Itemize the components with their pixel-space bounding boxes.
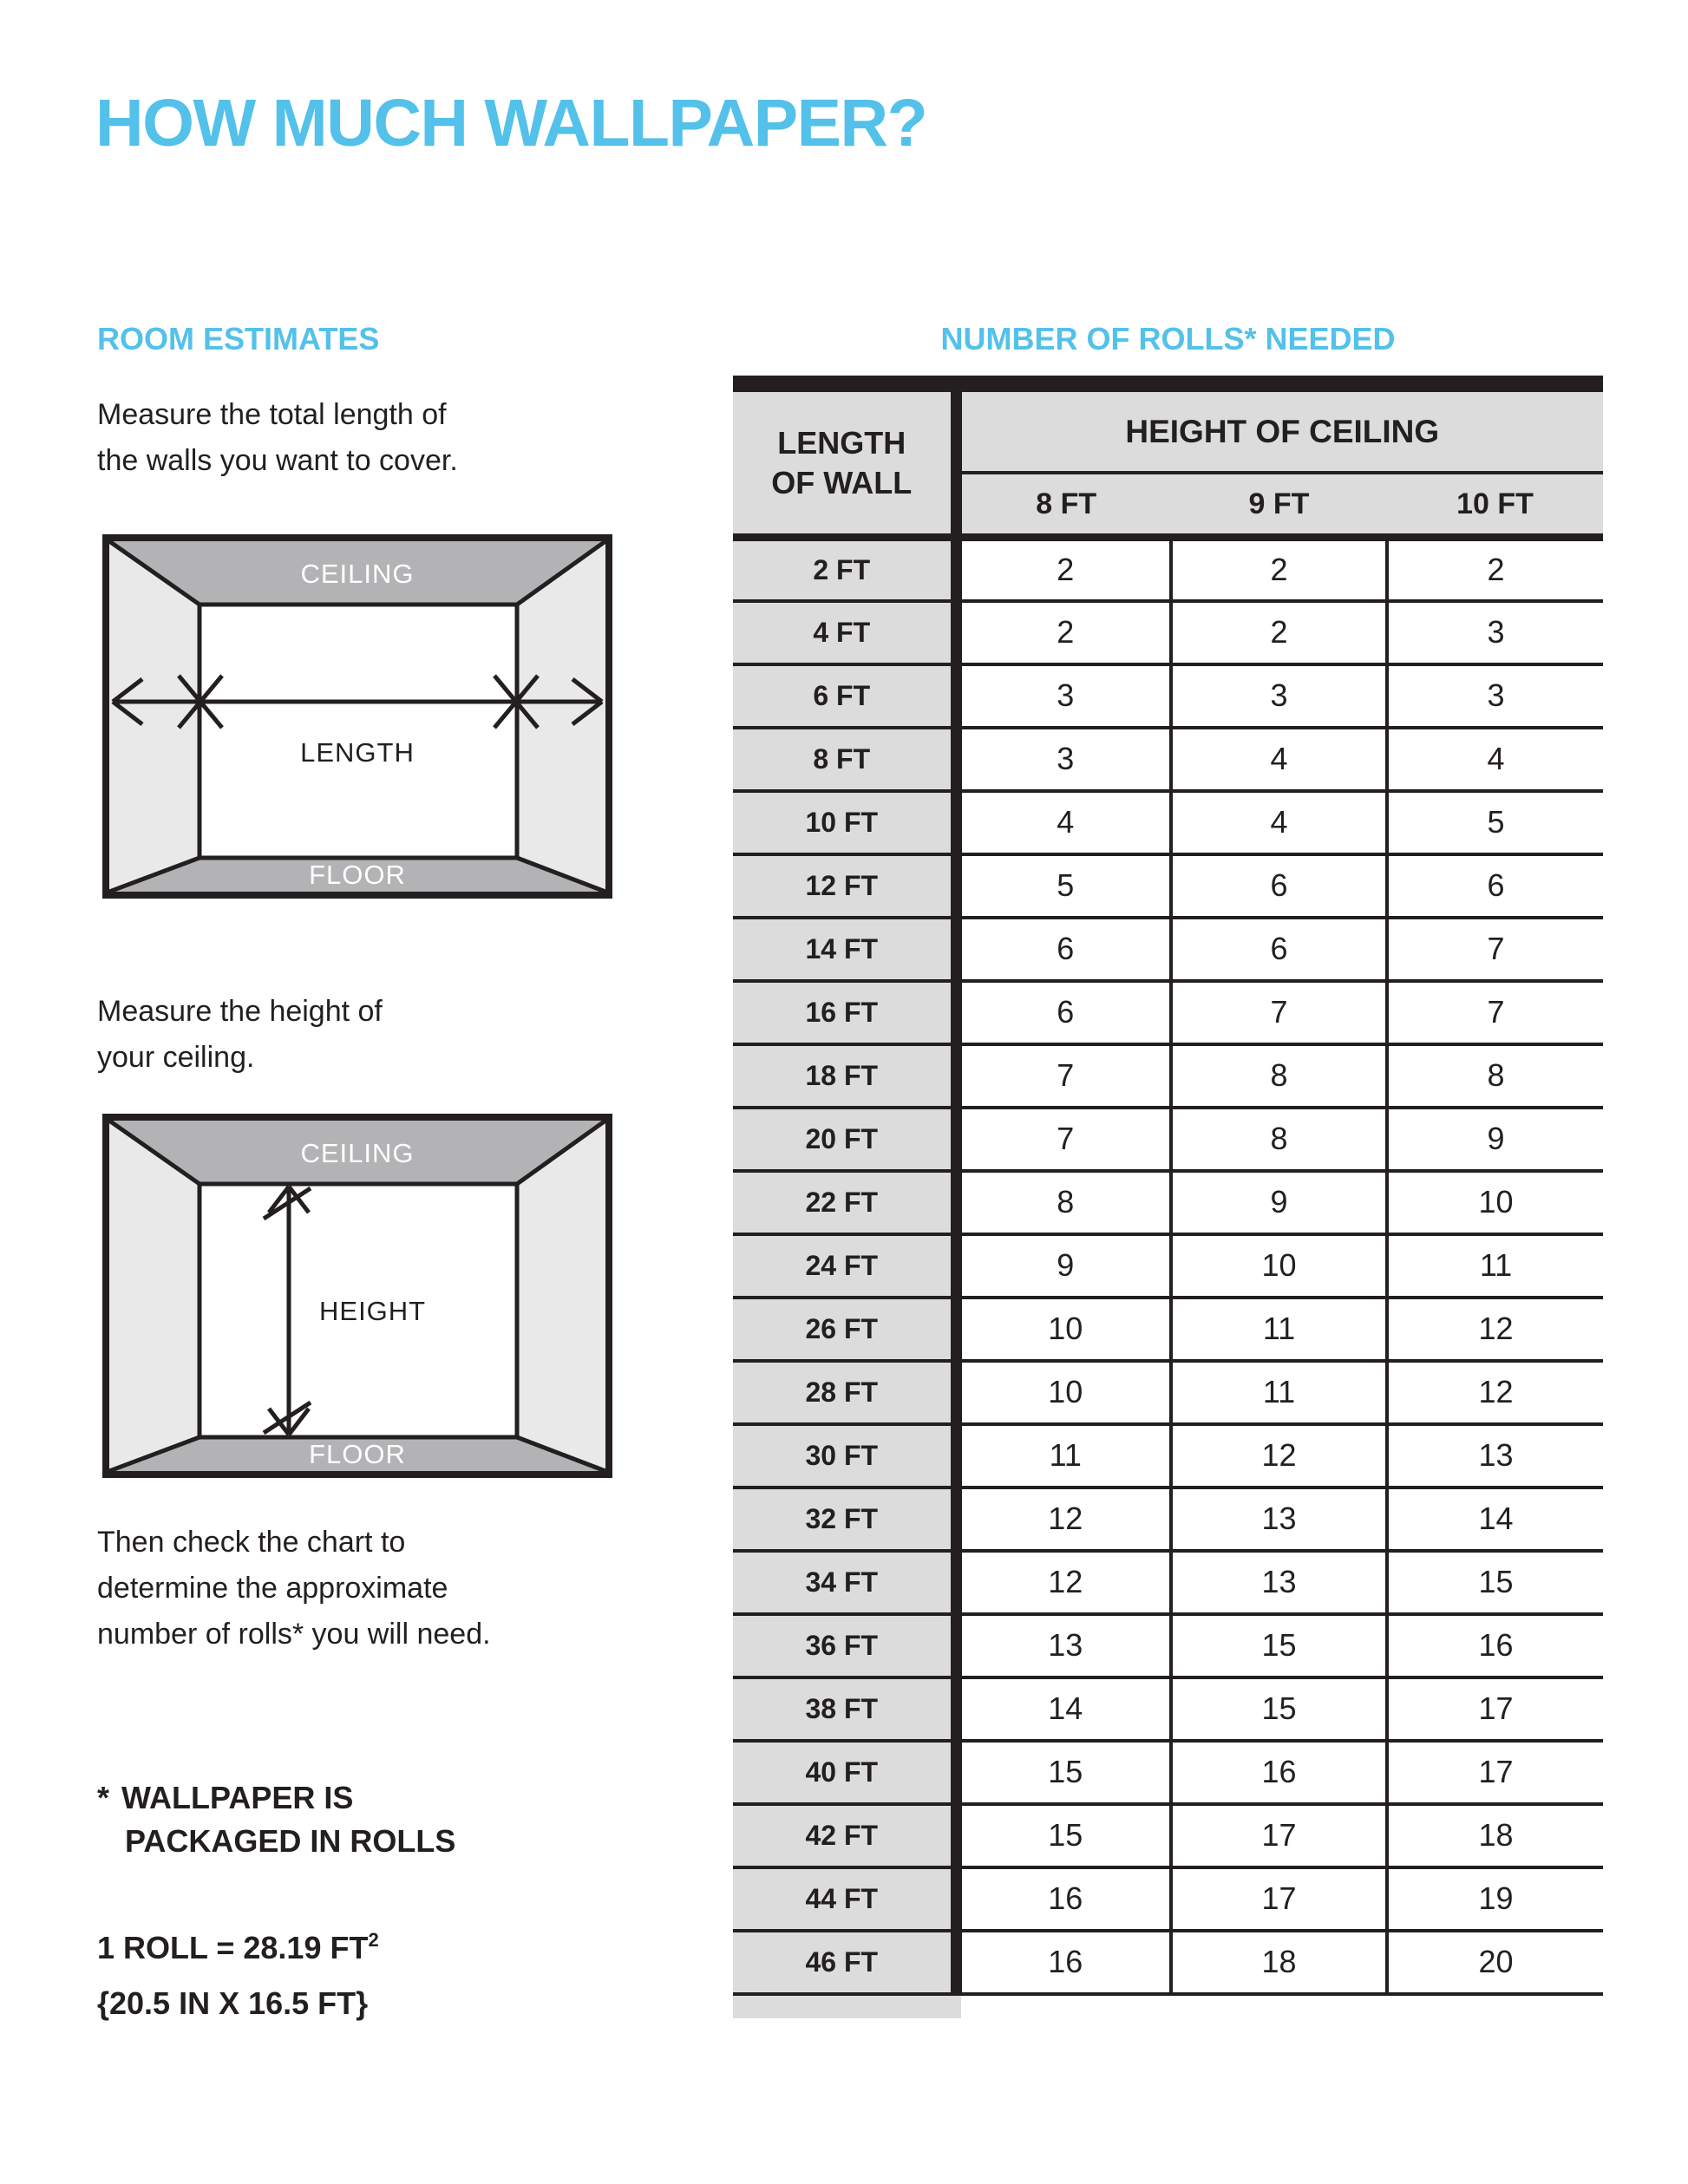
rolls-value-cell: 8 [1387,1044,1603,1108]
rolls-value-cell: 17 [1387,1677,1603,1741]
row-label: 38 FT [733,1677,956,1741]
para-line: Then check the chart to [97,1526,406,1559]
rolls-value-cell: 2 [956,538,1171,601]
rolls-value-cell: 9 [1171,1171,1387,1234]
roll-spec [97,1913,379,2031]
para-check-chart [97,1520,491,1658]
roll-dimensions: {20.5 IN X 16.5 FT} [97,1985,369,2021]
rolls-value-cell: 14 [1387,1488,1603,1551]
rolls-value-cell: 3 [1387,601,1603,664]
rolls-value-cell: 7 [956,1044,1171,1108]
row-label: 20 FT [733,1108,956,1171]
table-footer-stub [733,1996,961,2018]
rolls-value-cell: 20 [1387,1931,1603,1994]
asterisk: * [97,1780,110,1815]
table-row [733,1361,1603,1424]
rolls-value-cell: 11 [956,1424,1171,1488]
para-line: your ceiling. [97,1041,255,1074]
row-label: 46 FT [733,1931,956,1994]
rolls-value-cell: 9 [1387,1108,1603,1171]
rolls-value-cell: 15 [956,1741,1171,1804]
table-row [733,728,1603,791]
floor-label: FLOOR [309,1439,406,1469]
row-label: 6 FT [733,664,956,728]
row-label: 10 FT [733,791,956,854]
rolls-value-cell: 8 [1171,1108,1387,1171]
height-label: HEIGHT [319,1296,427,1326]
rolls-value-cell: 4 [956,791,1171,854]
rolls-value-cell: 6 [1171,854,1387,918]
row-label: 40 FT [733,1741,956,1804]
rolls-table [733,392,1603,1996]
table-row [733,1867,1603,1931]
rolls-value-cell: 5 [956,854,1171,918]
table-row [733,791,1603,854]
room-length-diagram [102,534,612,899]
rolls-value-cell: 6 [956,918,1171,981]
rolls-value-cell: 17 [1171,1867,1387,1931]
rolls-value-cell: 3 [956,728,1171,791]
rolls-table-container [733,376,1603,2018]
group-header-height-of-ceiling: HEIGHT OF CEILING [956,392,1603,473]
table-row [733,918,1603,981]
rolls-value-cell: 10 [956,1361,1171,1424]
rolls-value-cell: 7 [1171,981,1387,1044]
corner-header-length-of-wall: LENGTH OF WALL [733,392,956,538]
superscript-2: 2 [368,1929,379,1951]
para-line: the walls you want to cover. [97,444,458,477]
table-row [733,854,1603,918]
table-row [733,1741,1603,1804]
row-label: 22 FT [733,1171,956,1234]
rolls-value-cell: 12 [956,1488,1171,1551]
rolls-value-cell: 4 [1171,728,1387,791]
table-row [733,1488,1603,1551]
table-row [733,1931,1603,1994]
rolls-table-body [733,538,1603,1994]
rolls-value-cell: 16 [956,1931,1171,1994]
floor-label: FLOOR [309,860,406,890]
rolls-value-cell: 4 [1387,728,1603,791]
table-row [733,1044,1603,1108]
rolls-value-cell: 11 [1171,1361,1387,1424]
row-label: 44 FT [733,1867,956,1931]
rolls-value-cell: 15 [1171,1677,1387,1741]
rolls-value-cell: 7 [1387,981,1603,1044]
rolls-value-cell: 2 [1387,538,1603,601]
rolls-value-cell: 12 [1387,1298,1603,1361]
row-label: 24 FT [733,1234,956,1298]
rolls-value-cell: 9 [956,1234,1171,1298]
rolls-value-cell: 2 [1171,601,1387,664]
row-label: 4 FT [733,601,956,664]
para-line: determine the approximate [97,1572,448,1605]
rolls-value-cell: 14 [956,1677,1171,1741]
para-line: Measure the height of [97,995,383,1028]
table-row [733,1551,1603,1614]
row-label: 18 FT [733,1044,956,1108]
table-row [733,1234,1603,1298]
rolls-value-cell: 15 [956,1804,1171,1867]
row-label: 28 FT [733,1361,956,1424]
row-label: 32 FT [733,1488,956,1551]
rolls-value-cell: 17 [1171,1804,1387,1867]
row-label: 42 FT [733,1804,956,1867]
room-height-diagram [102,1114,612,1478]
rolls-value-cell: 17 [1387,1741,1603,1804]
table-row [733,601,1603,664]
rolls-value-cell: 3 [1171,664,1387,728]
table-top-bar [733,376,1603,392]
rolls-value-cell: 13 [1171,1488,1387,1551]
row-label: 26 FT [733,1298,956,1361]
footnote-line: PACKAGED IN ROLLS [125,1823,456,1859]
rolls-value-cell: 3 [1387,664,1603,728]
rolls-value-cell: 5 [1387,791,1603,854]
table-row [733,664,1603,728]
row-label: 2 FT [733,538,956,601]
rolls-value-cell: 18 [1171,1931,1387,1994]
row-label: 14 FT [733,918,956,981]
table-row [733,1171,1603,1234]
rolls-value-cell: 16 [1387,1614,1603,1677]
rolls-value-cell: 10 [1171,1234,1387,1298]
rolls-value-cell: 12 [1387,1361,1603,1424]
ceiling-label: CEILING [300,559,415,589]
rolls-value-cell: 15 [1171,1614,1387,1677]
rolls-value-cell: 7 [956,1108,1171,1171]
heading-rolls-needed: NUMBER OF ROLLS* NEEDED [940,321,1396,356]
table-row [733,1298,1603,1361]
rolls-value-cell: 6 [956,981,1171,1044]
row-label: 16 FT [733,981,956,1044]
rolls-value-cell: 10 [956,1298,1171,1361]
rolls-value-cell: 11 [1171,1298,1387,1361]
rolls-value-cell: 2 [956,601,1171,664]
rolls-value-cell: 12 [956,1551,1171,1614]
rolls-value-cell: 15 [1387,1551,1603,1614]
table-row [733,1614,1603,1677]
row-label: 30 FT [733,1424,956,1488]
table-row [733,1804,1603,1867]
heading-room-estimates: ROOM ESTIMATES [97,321,380,356]
rolls-value-cell: 7 [1387,918,1603,981]
rolls-value-cell: 13 [956,1614,1171,1677]
rolls-value-cell: 4 [1171,791,1387,854]
col-header-9ft: 9 FT [1171,473,1387,538]
rolls-value-cell: 11 [1387,1234,1603,1298]
row-label: 8 FT [733,728,956,791]
para-measure-length [97,392,458,484]
table-row [733,981,1603,1044]
roll-equation: 1 ROLL = 28.19 $FT^2$ [97,1929,379,1965]
rolls-value-cell: 18 [1387,1804,1603,1867]
rolls-value-cell: 3 [956,664,1171,728]
footnote-wallpaper-rolls [97,1776,455,1863]
rolls-value-cell: 6 [1387,854,1603,918]
para-line: Measure the total length of [97,398,447,431]
length-label: LENGTH [300,737,415,768]
page-title: HOW MUCH WALLPAPER? [95,86,927,160]
rolls-value-cell: 10 [1387,1171,1603,1234]
col-header-8ft: 8 FT [956,473,1171,538]
table-row [733,1677,1603,1741]
rolls-value-cell: 12 [1171,1424,1387,1488]
rolls-value-cell: 13 [1387,1424,1603,1488]
rolls-value-cell: 6 [1171,918,1387,981]
para-measure-height [97,989,383,1081]
rolls-value-cell: 16 [1171,1741,1387,1804]
rolls-value-cell: 19 [1387,1867,1603,1931]
table-row [733,1424,1603,1488]
row-label: 36 FT [733,1614,956,1677]
para-line: number of rolls* you will need. [97,1618,491,1651]
table-row [733,538,1603,601]
rolls-value-cell: 8 [1171,1044,1387,1108]
footnote-line: * WALLPAPER IS [97,1780,354,1815]
rolls-value-cell: 13 [1171,1551,1387,1614]
rolls-value-cell: 8 [956,1171,1171,1234]
row-label: 12 FT [733,854,956,918]
col-header-10ft: 10 FT [1387,473,1603,538]
row-label: 34 FT [733,1551,956,1614]
table-row [733,1108,1603,1171]
rolls-value-cell: 2 [1171,538,1387,601]
rolls-value-cell: 16 [956,1867,1171,1931]
ceiling-label: CEILING [300,1138,415,1168]
